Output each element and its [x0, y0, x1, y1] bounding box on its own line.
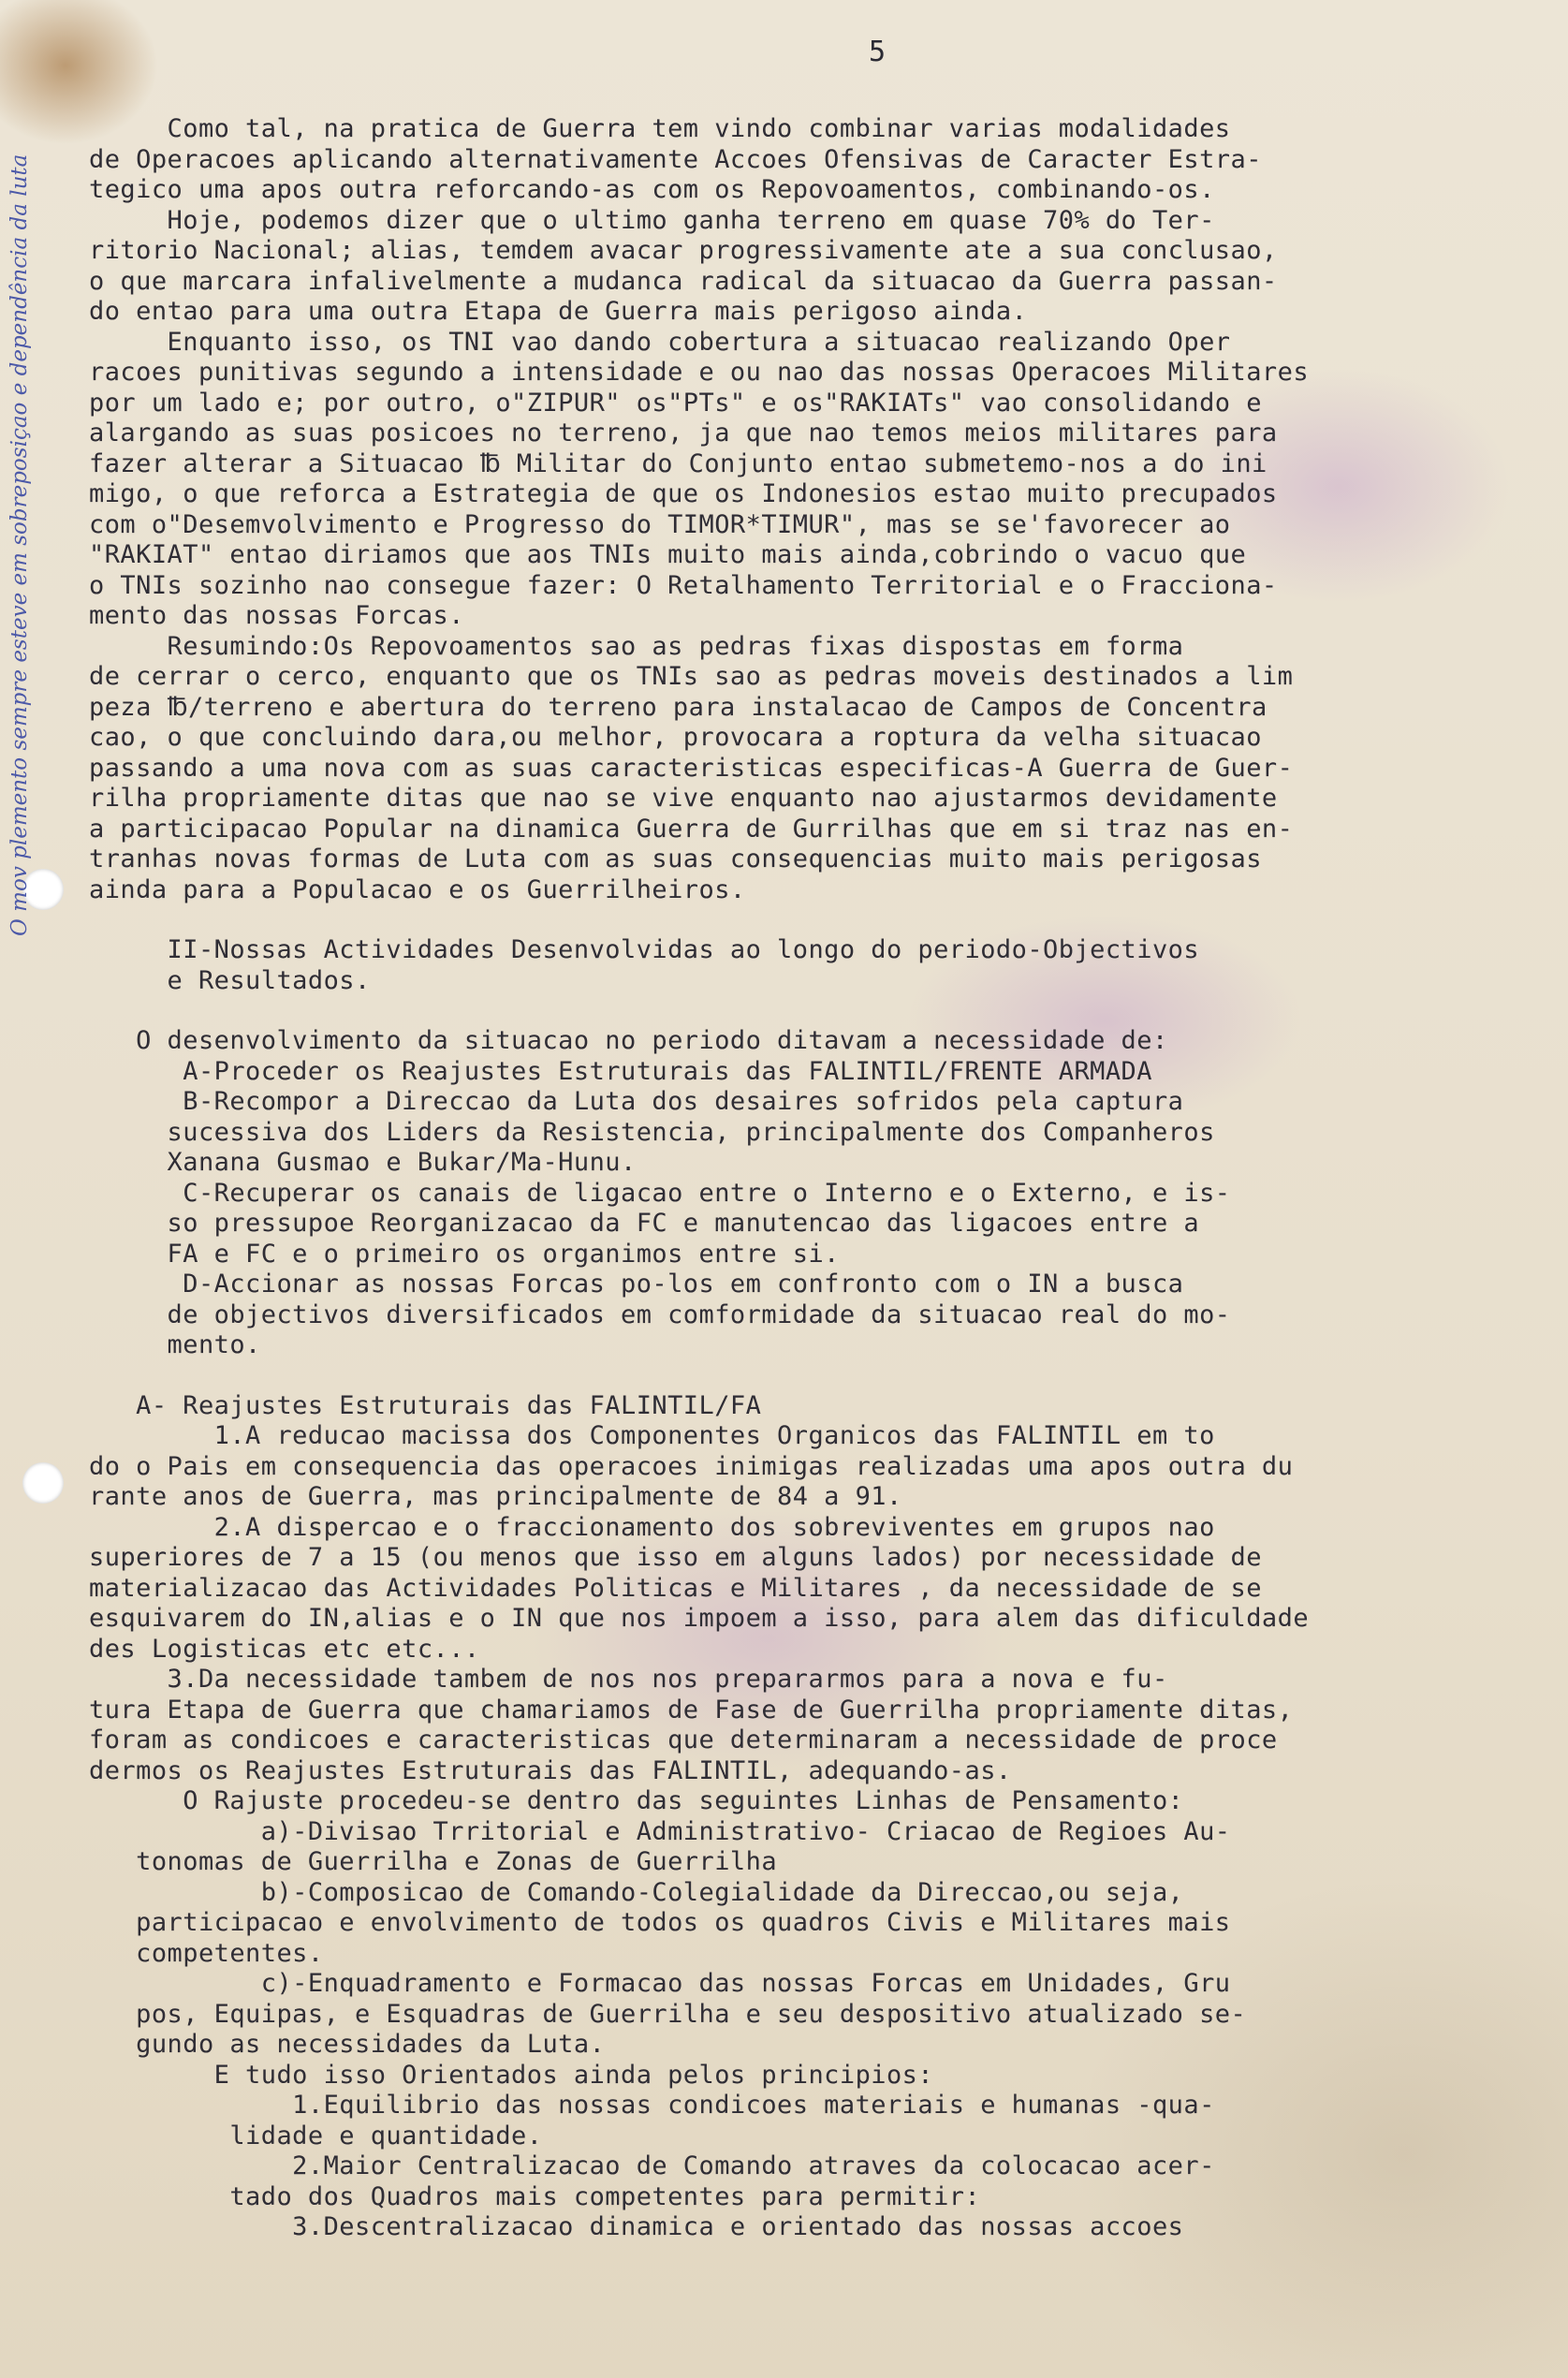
text-line: superiores de 7 a 15 (ou menos que isso em alguns lados) por necessidade de [89, 1543, 1262, 1572]
text-line: a participacao Popular na dinamica Guerra de Gurrilhas que em si traz nas en- [89, 814, 1294, 844]
text-line: mento. [89, 1330, 261, 1359]
text-line: tegico uma apos outra reforcando-as com os Repovoamentos, combinando-os. [89, 175, 1215, 204]
text-line: mento das nossas Forcas. [89, 601, 464, 630]
text-line: migo, o que reforca a Estrategia de que os Indonesios estao muito precupados [89, 479, 1278, 508]
text-line: Como tal, na pratica de Guerra tem vindo combinar varias modalidades [89, 114, 1231, 143]
text-line: pos, Equipas, e Esquadras de Guerrilha e seu despositivo atualizado se- [89, 1999, 1247, 2029]
punch-hole [22, 1462, 64, 1504]
text-line: O desenvolvimento da situacao no periodo ditavam a necessidade de: [89, 1026, 1168, 1055]
text-line: participacao e envolvimento de todos os quadros Civis e Militares mais [89, 1908, 1231, 1937]
text-line: passando a uma nova com as suas caracteristicas especificas-A Guerra de Guer- [89, 753, 1294, 783]
text-line: rilha propriamente ditas que nao se vive enquanto nao ajustarmos devidamente [89, 784, 1278, 813]
text-line: D-Accionar as nossas Forcas po-los em confronto com o IN a busca [89, 1270, 1184, 1299]
text-line: O Rajuste procedeu-se dentro das seguintes Linhas de Pensamento: [89, 1786, 1184, 1815]
typed-text-body [89, 114, 1549, 2371]
text-line: FA e FC e o primeiro os organimos entre si. [89, 1239, 840, 1269]
text-line: racoes punitivas segundo a intensidade e ou nao das nossas Operacoes Militares [89, 358, 1310, 387]
text-line: c)-Enquadramento e Formacao das nossas Forcas em Unidades, Gru [89, 1969, 1231, 1998]
text-line: tura Etapa de Guerra que chamariamos de Fase de Guerrilha propriamente ditas, [89, 1695, 1294, 1725]
text-line: b)-Composicao de Comando-Colegialidade da Direccao,ou seja, [89, 1877, 1184, 1907]
paragraph-gap [89, 1361, 1549, 1391]
text-line: o TNIs sozinho nao consegue fazer: O Retalhamento Territorial e o Fracciona- [89, 570, 1278, 600]
text-line: de objectivos diversificados em comformidade da situacao real do mo- [89, 1299, 1231, 1329]
text-line: com o"Desemvolvimento e Progresso do TIMOR*TIMUR", mas se se'favorecer ao [89, 509, 1231, 539]
text-line: alargando as suas posicoes no terreno, ja que nao temos meios militares para [89, 418, 1278, 448]
text-line: materializacao das Actividades Politicas e Militares , da necessidade de se [89, 1573, 1262, 1603]
text-line: B-Recompor a Direccao da Luta dos desaires sofridos pela captura [89, 1087, 1184, 1116]
text-line: ritorio Nacional; alias, temdem avacar progressivamente ate a sua conclusao, [89, 236, 1278, 265]
text-line: Enquanto isso, os TNI vao dando cobertura a situacao realizando Oper [89, 327, 1231, 357]
text-line: esquivarem do IN,alias e o IN que nos impoem a isso, para alem das dificuldade [89, 1604, 1310, 1633]
text-line: rante anos de Guerra, mas principalmente de 84 a 91. [89, 1482, 902, 1511]
text-line: ainda para a Populacao e os Guerrilheiros. [89, 874, 746, 904]
text-line: gundo as necessidades da Luta. [89, 2030, 606, 2059]
text-line: a)-Divisao Trritorial e Administrativo- Criacao de Regioes Au- [89, 1816, 1231, 1846]
text-line: de Operacoes aplicando alternativamente Accoes Ofensivas de Caracter Estra- [89, 144, 1262, 174]
text-line: do entao para uma outra Etapa de Guerra mais perigoso ainda. [89, 297, 1028, 326]
text-line: competentes. [89, 1938, 324, 1968]
text-line: de cerrar o cerco, enquanto que os TNIs sao as pedras moveis destinados a lim [89, 662, 1294, 691]
text-line: 2.A dispercao e o fraccionamento dos sobreviventes em grupos nao [89, 1512, 1215, 1542]
handwritten-margin-note: O mov plemento sempre esteve em sobreposiçao e dependência da luta [7, 154, 32, 936]
text-line: C-Recuperar os canais de ligacao entre o Interno e o Externo, e is- [89, 1178, 1231, 1208]
text-line: o que marcara infalivelmente a mudanca radical da situacao da Guerra passan- [89, 266, 1278, 296]
text-line: 3.Descentralizacao dinamica e orientado das nossas accoes [89, 2212, 1184, 2241]
page-number: 5 [869, 36, 887, 68]
text-line: Resumindo:Os Repovoamentos sao as pedras fixas dispostas em forma [89, 631, 1184, 661]
paragraph-gap [89, 996, 1549, 1026]
text-line: sucessiva dos Liders da Resistencia, principalmente dos Companheros [89, 1117, 1215, 1147]
text-line: fazer alterar a Situacao ℔ Militar do Conjunto entao submetemo-nos a do ini [89, 448, 1268, 478]
text-line: e Resultados. [89, 965, 371, 995]
text-line: por um lado e; por outro, o"ZIPUR" os"PTs" e os"RAKIATs" vao consolidando e [89, 388, 1262, 418]
paragraph-gap [89, 905, 1549, 935]
text-line: 1.Equilibrio das nossas condicoes materiais e humanas -qua- [89, 2091, 1215, 2120]
text-line: so pressupoe Reorganizacao da FC e manutencao das ligacoes entre a [89, 1209, 1200, 1238]
text-line: des Logisticas etc etc... [89, 1634, 480, 1664]
text-line: A-Proceder os Reajustes Estruturais das FALINTIL/FRENTE ARMADA [89, 1056, 1152, 1086]
text-line: tado dos Quadros mais competentes para permitir: [89, 2181, 981, 2211]
text-line: Hoje, podemos dizer que o ultimo ganha terreno em quase 70% do Ter- [89, 205, 1215, 235]
text-line: do o Pais em consequencia das operacoes inimigas realizadas uma apos outra du [89, 1451, 1294, 1481]
text-line: Xanana Gusmao e Bukar/Ma-Hunu. [89, 1148, 637, 1177]
text-line: A- Reajustes Estruturais das FALINTIL/FA [89, 1390, 762, 1420]
text-line: II-Nossas Actividades Desenvolvidas ao longo do periodo-Objectivos [89, 935, 1200, 964]
text-line: 3.Da necessidade tambem de nos nos prepararmos para a nova e fu- [89, 1665, 1168, 1694]
text-line: 1.A reducao macissa dos Componentes Organicos das FALINTIL em to [89, 1421, 1215, 1450]
text-line: foram as condicoes e caracteristicas que determinaram a necessidade de proce [89, 1725, 1278, 1754]
text-line: 2.Maior Centralizacao de Comando atraves da colocacao acer- [89, 2151, 1215, 2180]
text-line: tonomas de Guerrilha e Zonas de Guerrilha [89, 1847, 778, 1876]
text-line: dermos os Reajustes Estruturais das FALINTIL, adequando-as. [89, 1755, 1012, 1785]
text-line: "RAKIAT" entao diriamos que aos TNIs muito mais ainda,cobrindo o vacuo que [89, 540, 1247, 569]
text-line: peza ℔/terreno e abertura do terreno para instalacao de Campos de Concentra [89, 692, 1268, 722]
text-line: tranhas novas formas de Luta com as suas consequencias muito mais perigosas [89, 844, 1262, 873]
text-line: cao, o que concluindo dara,ou melhor, provocara a roptura da velha situacao [89, 723, 1262, 752]
text-line: E tudo isso Orientados ainda pelos principios: [89, 2060, 934, 2090]
text-line: lidade e quantidade. [89, 2121, 543, 2150]
